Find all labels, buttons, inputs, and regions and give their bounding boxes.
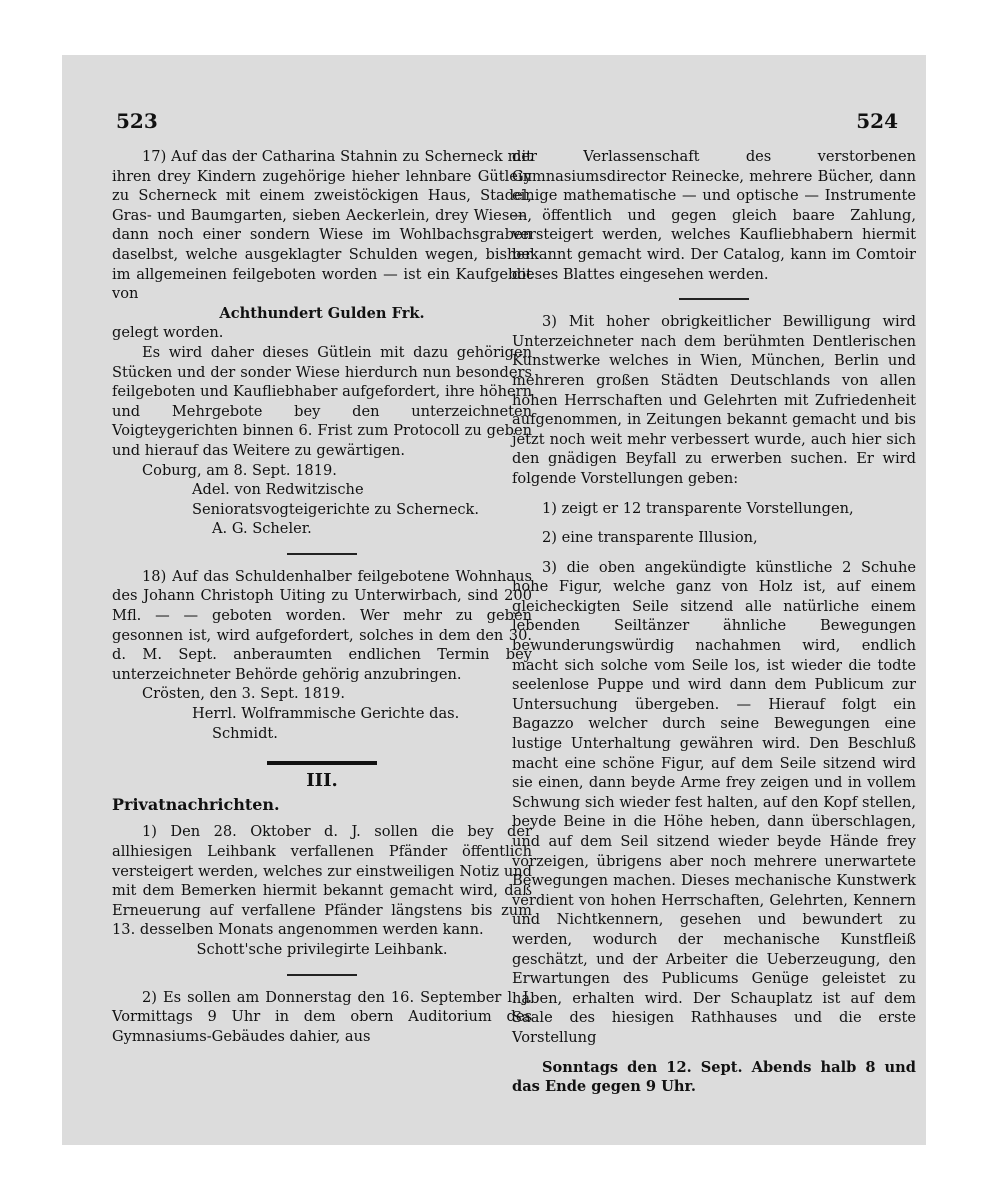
notice-17-signature-name: A. G. Scheler. bbox=[212, 520, 312, 538]
page-number-left: 523 bbox=[116, 109, 158, 133]
notice-17-paragraph-2: Es wird daher dieses Gütlein mit dazu gehörigen Stücken und der sonder Wiese hierdurch nun besonders feilgeboten und Kaufliebhaber aufgefordert, ihre höhern und Mehrgebote bey den unterzeichneten Voigteygerichten binnen 6. Frist zum Protocoll zu geben und hierauf das Weitere zu gewärtigen. bbox=[112, 343, 532, 459]
performance-item-2: 2) eine transparente Illusion, bbox=[542, 529, 758, 547]
notice-18-text: 18) Auf das Schuldenhalber feilgebotene Wohnhaus des Johann Christoph Uiting zu Unterwirbach, sind 200 Mfl. — — geboten worden. Wer mehr zu geben gesonnen ist, wird aufgefordert, solches in dem den 30. d. M. Sept. anberaumten endlichen Termin bey unterzeichneter Behörde gehörig anzubringen. bbox=[112, 567, 532, 683]
performance-schedule: Sonntags den 12. Sept. Abends halb 8 und das Ende gegen 9 Uhr. bbox=[512, 1058, 916, 1096]
notice-17-amount: Achthundert Gulden Frk. bbox=[219, 304, 425, 322]
section-divider bbox=[267, 761, 377, 765]
notice-18-signature-court: Herrl. Wolframmische Gerichte das. bbox=[192, 705, 460, 723]
section-numeral: III. bbox=[306, 770, 338, 792]
private-notice-1-text: 1) Den 28. Oktober d. J. sollen die bey der allhiesigen Leihbank verfallenen Pfänder öffentlich versteigert werden, welches zur einstweiligen Notiz und mit dem Bemerken hiermit bekannt gemacht wird, daß Erneuerung auf verfallene Pfänder längstens bis zum 13. desselben Monats angenommen werden kann. bbox=[112, 823, 532, 939]
page-number-right: 524 bbox=[856, 109, 898, 133]
notice-17-text: 17) Auf das der Catharina Stahnin zu Scherneck mit ihren drey Kindern zugehörige hieher lehnbare Gütlein zu Scherneck mit einem zweistöckigen Haus, Stadel, Gras- und Baumgarten, sieben Aeckerlein, drey Wiesen, dann noch einer sondern Wiese im Wohlbachsgraben daselbst, welche ausgeklagter Schulden wegen, bisher im allgemeinen feilgeboten worden — ist ein Kaufgebot von bbox=[112, 148, 532, 303]
private-notice-1-signature: Schott'sche privilegirte Leihbank. bbox=[196, 940, 448, 958]
section-title: Privatnachrichten. bbox=[112, 794, 280, 814]
right-column bbox=[512, 147, 916, 1097]
performance-item-1: 1) zeigt er 12 transparente Vorstellungen, bbox=[542, 499, 854, 517]
notice-18-signature-name: Schmidt. bbox=[212, 724, 278, 742]
separator-line bbox=[287, 974, 357, 976]
newspaper-page bbox=[62, 55, 926, 1145]
notice-17-place-date: Coburg, am 8. Sept. 1819. bbox=[142, 461, 337, 479]
left-column bbox=[112, 147, 532, 1046]
notice-17-after-amount: gelegt worden. bbox=[112, 324, 224, 342]
performance-item-3: 3) die oben angekündigte künstliche 2 Schuhe hohe Figur, welche ganz von Holz ist, auf einem gleicheckigten Seile sitzend alle natürliche einem lebenden Seiltänzer ähnliche Bewegungen bewunderungswürdig nachahmen wird, endlich macht sich solche vom Seile los, ist wieder die todte seelenlose Puppe und wird dann dem Publicum zur Untersuchung übergeben. — Hierauf folgt ein Bagazzo welcher durch seine Bewegungen eine lustige Unterhaltung gewähren wird. Den Beschluß macht eine schöne Figur, auf dem Seile sitzend wird sie einen, dann beyde Arme frey zeigen und in vollem Schwung sich wieder fest halten, auf den Kopf stellen, beyde Beine in die Höhe heben, dann überschlagen, und auf dem Seil sitzend wieder beyde Hände frey vorzeigen, übrigens aber noch mehrere unerwartete Bewegungen machen. Dieses mechanische Kunstwerk verdient von hohen Herrschaften, Gelehrten, Kennern und Nichtkennern, gesehen und bewundert zu werden, wodurch der mechanische Kunstfleiß geschätzt, und der Arbeiter die Ueberzeugung, den Erwartungen des Publicums Genüge geleistet zu haben, erhalten wird. Der Schauplatz ist auf dem Saale des hiesigen Rathhauses und die erste Vorstellung bbox=[512, 558, 916, 1046]
private-notice-2-continuation: der Verlassenschaft des verstorbenen Gymnasiumsdirector Reinecke, mehrere Bücher, dann einige mathematische — und optische — Instrumente — öffentlich und gegen gleich baare Zahlung, versteigert werden, welches Kaufliebhabern hiermit bekannt gemacht wird. Der Catalog, kann im Comtoir dieses Blattes eingesehen werden. bbox=[512, 148, 916, 283]
private-notice-3-text: 3) Mit hoher obrigkeitlicher Bewilligung wird Unterzeichneter nach dem berühmten Dentlerischen Kunstwerke welches in Wien, München, Berlin und mehreren großen Städten Deutschlands von allen hohen Herrschaften und Gelehrten mit Zufriedenheit aufgenommen, in Zeitungen bekannt gemacht und bis jetzt noch weit mehr verbessert wurde, auch hier sich den gnädigen Beyfall zu erwerben suchen. Er wird folgende Vorstellungen geben: bbox=[512, 313, 916, 487]
separator-line bbox=[287, 553, 357, 555]
private-notice-2-start: 2) Es sollen am Donnerstag den 16. September l. J. Vormittags 9 Uhr in dem obern Auditorium des Gymnasiums-Gebäudes dahier, aus bbox=[112, 988, 532, 1045]
separator-line bbox=[679, 298, 749, 300]
notice-17-signature-court: Adel. von Redwitzische Senioratsvogteigerichte zu Scherneck. bbox=[192, 481, 479, 518]
notice-18-place-date: Crösten, den 3. Sept. 1819. bbox=[142, 685, 346, 703]
